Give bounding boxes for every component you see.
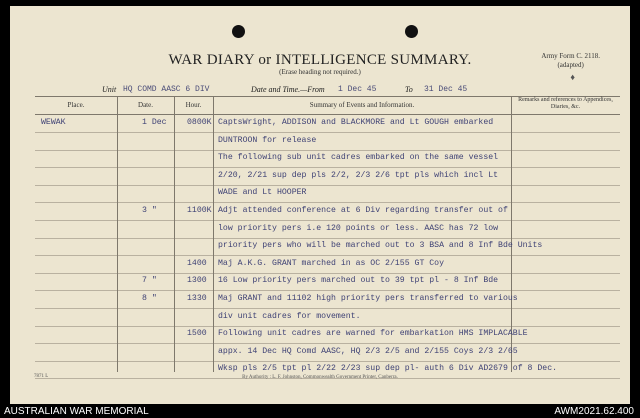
row-rule — [35, 185, 620, 186]
col-header-remarks: Remarks and references to Appendices, Diaries, &c. — [518, 97, 613, 110]
row-rule — [35, 308, 620, 309]
footer-code: 7871 L — [34, 374, 49, 379]
unit-label: Unit — [102, 85, 117, 94]
row-rule — [35, 167, 620, 168]
cell-hour: 1500 — [187, 329, 207, 339]
document-title: WAR DIARY or INTELLIGENCE SUMMARY. — [168, 52, 472, 68]
cell-summary: 2/20, 2/21 sup dep pls 2/2, 2/3 2/6 tpt pls which incl Lt — [218, 170, 499, 180]
cell-summary: appx. 14 Dec HQ Comd AASC, HQ 2/3 2/5 and 2/155 Coys 2/3 2/65 — [218, 346, 518, 356]
col-header-hour: Hour. — [185, 101, 202, 109]
punch-hole — [232, 25, 245, 38]
cell-hour: 1300 — [187, 276, 207, 286]
cell-place: WEWAK — [41, 118, 66, 127]
to-label: To — [405, 85, 413, 94]
form-note: (adapted) — [557, 61, 584, 69]
diary-table — [35, 96, 620, 372]
row-rule — [35, 132, 620, 133]
form-number-text: Army Form C. 2118. — [541, 52, 600, 60]
cell-summary: Maj GRANT and 11102 high priority pers transferred to various — [218, 294, 518, 303]
col-header-summary: Summary of Events and Information. — [309, 101, 415, 109]
footer-printer: By Authority : L. F. Johnston, Commonwealth Government Printer, Canberra. — [242, 375, 398, 380]
row-rule — [35, 220, 620, 221]
cell-summary: 16 Low priority pers marched out to 39 tpt pl - 8 Inf Bde — [218, 276, 499, 286]
column-divider — [213, 96, 214, 372]
row-rule — [35, 343, 620, 344]
caption-right: AWM2021.62.400 — [554, 406, 634, 417]
row-rule — [35, 290, 620, 291]
date-from: 1 Dec 45 — [338, 85, 377, 94]
cell-summary: low priority pers i.e 120 points or less. AASC has 72 low — [218, 223, 499, 233]
cell-summary: WADE and Lt HOOPER — [218, 188, 307, 198]
cell-hour: 1330 — [187, 294, 207, 303]
cell-summary: Wksp pls 2/5 tpt pl 2/22 2/23 sup dep pl- auth 6 Div AD2679 of 8 Dec. — [218, 364, 558, 374]
punch-hole — [405, 25, 418, 38]
row-rule — [35, 202, 620, 203]
cell-summary: Maj A.K.G. GRANT marched in as OC 2/155 GT Coy — [218, 258, 445, 268]
cell-date: 1 Dec — [142, 118, 167, 127]
cell-date: 7 " — [142, 276, 157, 286]
header-rule — [35, 114, 620, 115]
column-divider — [174, 96, 175, 372]
row-rule — [35, 273, 620, 274]
col-header-place: Place. — [67, 101, 85, 109]
row-rule — [35, 326, 620, 327]
document-subtitle: (Erase heading not required.) — [279, 68, 361, 76]
row-rule — [35, 255, 620, 256]
cell-date: 8 " — [142, 294, 157, 303]
unit-value: HQ COMD AASC 6 DIV — [123, 85, 210, 94]
form-number — [541, 52, 600, 70]
cell-summary: priority pers who will be marched out to 3 BSA and 8 Inf Bde Units — [218, 241, 543, 251]
cell-summary: The following sub unit cadres embarked on the same vessel — [218, 153, 499, 163]
cell-hour: 1400 — [187, 258, 207, 268]
caption-left: AUSTRALIAN WAR MEMORIAL — [4, 406, 149, 417]
cell-summary: Following unit cadres are warned for embarkation HMS IMPLACABLE — [218, 329, 528, 339]
date-label: Date and Time.—From — [251, 85, 325, 94]
column-divider — [117, 96, 118, 372]
date-to: 31 Dec 45 — [424, 85, 468, 94]
cell-summary: CaptsWright, ADDISON and BLACKMORE and Lt GOUGH embarked — [218, 118, 494, 127]
cell-summary: div unit cadres for movement. — [218, 311, 361, 321]
cell-hour: 1100K — [187, 206, 212, 215]
cell-date: 3 " — [142, 206, 157, 215]
row-rule — [35, 150, 620, 151]
war-diary-page — [10, 6, 630, 404]
cell-hour: 0800K — [187, 118, 212, 127]
cell-summary: Adjt attended conference at 6 Div regarding transfer out of — [218, 206, 508, 215]
row-rule — [35, 361, 620, 362]
row-rule — [35, 238, 620, 239]
cell-summary: DUNTROON for release — [218, 135, 317, 145]
col-header-date: Date. — [138, 101, 153, 109]
form-mark: ♦ — [570, 72, 575, 82]
